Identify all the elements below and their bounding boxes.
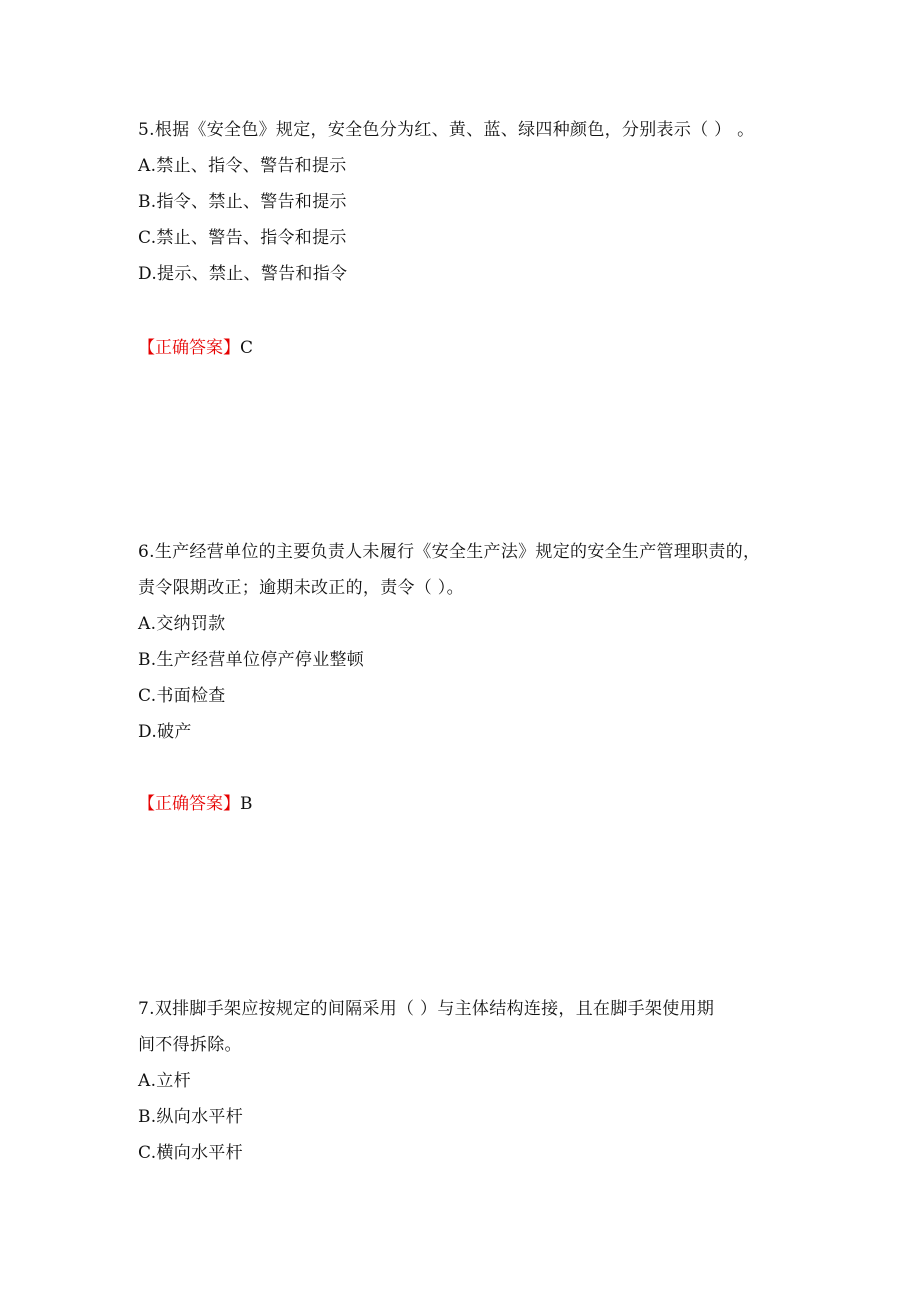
question-5-option-d: D.提示、禁止、警告和指令 (138, 264, 348, 284)
question-6-option-b: B.生产经营单位停产停业整顿 (138, 650, 365, 670)
question-7-option-b: B.纵向水平杆 (138, 1107, 243, 1127)
answer-label: 【正确答案】 (138, 338, 240, 358)
question-5-option-b: B.指令、禁止、警告和提示 (138, 192, 347, 212)
question-6-option-a: A.交纳罚款 (138, 614, 226, 634)
question-7-stem-line-1: 7.双排脚手架应按规定的间隔采用（ ）与主体结构连接，且在脚手架使用期 (138, 999, 715, 1019)
answer-value: B (240, 794, 253, 814)
question-5-option-c: C.禁止、警告、指令和提示 (138, 228, 347, 248)
question-6-option-d: D.破产 (138, 722, 192, 742)
question-5-stem: 5.根据《安全色》规定，安全色分为红、黄、蓝、绿四种颜色，分别表示（ ） 。 (138, 120, 755, 140)
question-7-option-a: A.立杆 (138, 1071, 191, 1091)
question-6-stem-line-2: 责令限期改正；逾期未改正的，责令（ ）。 (138, 578, 464, 598)
answer-label: 【正确答案】 (138, 794, 240, 814)
answer-value: C (240, 338, 254, 358)
question-6-option-c: C.书面检查 (138, 686, 226, 706)
question-5-answer (138, 337, 253, 359)
question-6-stem-line-1: 6.生产经营单位的主要负责人未履行《安全生产法》规定的安全生产管理职责的， (138, 542, 761, 562)
question-7-stem-line-2: 间不得拆除。 (138, 1035, 242, 1055)
question-6-answer (138, 793, 253, 815)
question-7-option-c: C.横向水平杆 (138, 1143, 243, 1163)
question-5-option-a: A.禁止、指令、警告和提示 (138, 156, 347, 176)
